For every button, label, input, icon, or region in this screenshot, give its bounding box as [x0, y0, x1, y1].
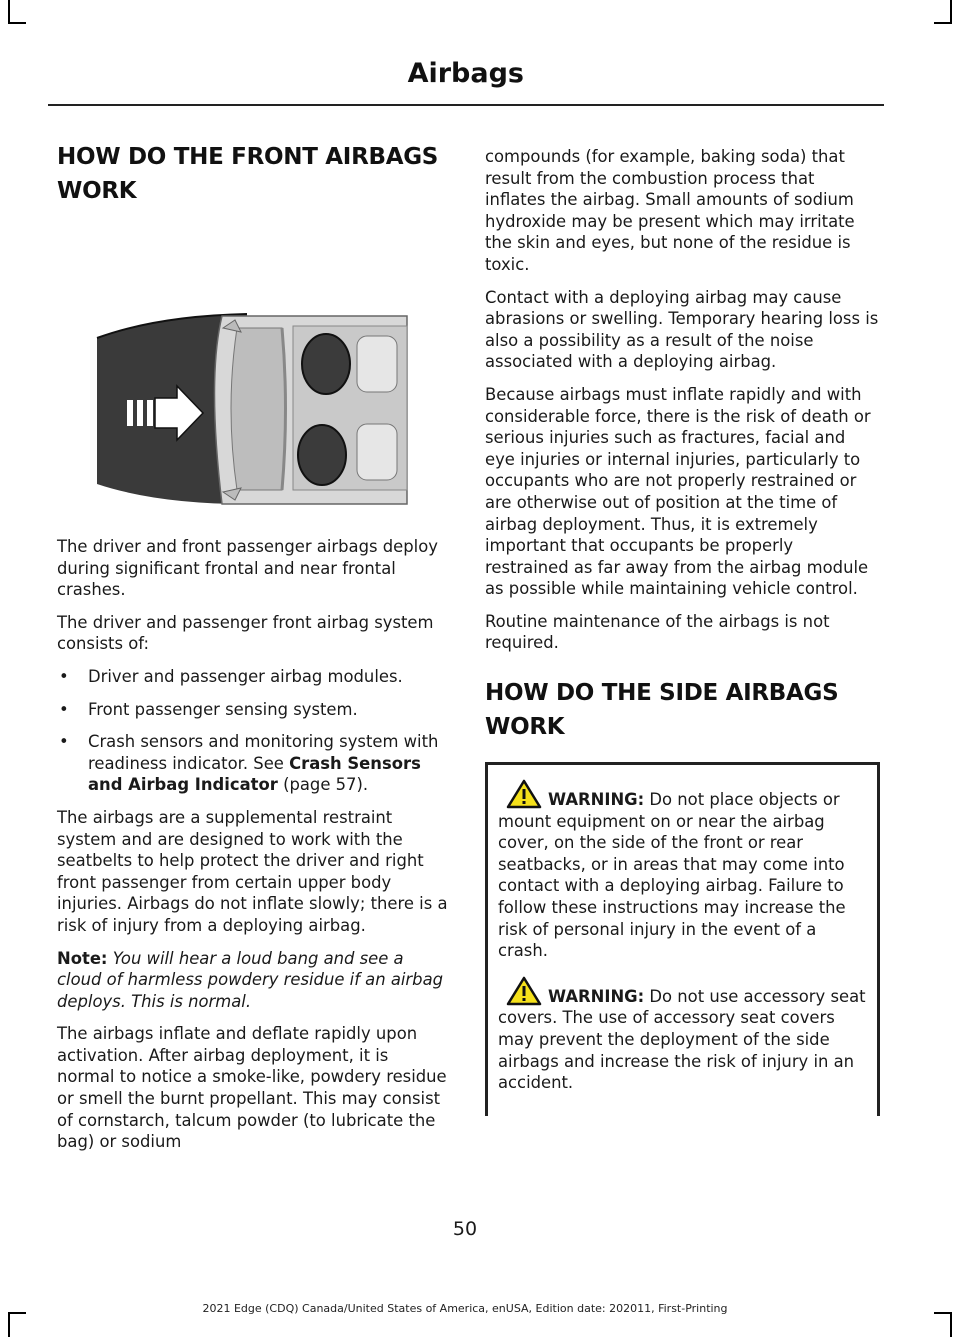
warning-box [485, 762, 880, 1116]
page-number: 50 [452, 1218, 478, 1240]
warning [498, 779, 867, 962]
crop-mark [950, 0, 952, 24]
paragraph: The driver and front passenger airbags deploy during significant frontal and near frontal crashes. [57, 537, 438, 600]
paragraph: Contact with a deploying airbag may cause abrasions or swelling. Temporary hearing loss is also a possibility as a result of the noise associated with a deploying airbag. [485, 287, 879, 372]
side-airbags-heading-line2: WORK [485, 714, 565, 741]
warning [498, 976, 867, 1094]
car-top-view-image [57, 228, 417, 518]
crop-mark [950, 1312, 952, 1337]
header-divider [48, 104, 884, 106]
footer-edition-info: 2021 Edge (CDQ) Canada/United States of America, enUSA, Edition date: 202011, First-Printing [202, 1302, 728, 1315]
side-airbags-heading [485, 676, 880, 744]
front-airbags-heading [57, 140, 450, 208]
front-airbags-heading-line2: WORK [57, 178, 137, 204]
side-airbags-heading-line1: HOW DO THE SIDE AIRBAGS [485, 680, 839, 707]
list-item: • Driver and passenger airbag modules. [57, 666, 450, 688]
warning-text: Do not use accessory seat covers. The use of accessory seat covers may prevent the deployment of the side airbags and increase the risk of injury in an accident. [498, 986, 866, 1093]
warning-text: Do not place objects or mount equipment on or near the airbag cover, on the side of the front or rear seatbacks, or in areas that may come into contact with a deploying airbag. Failure to follow these instructions may increase the risk of personal injury in the event of a crash. [498, 790, 846, 961]
right-column [485, 146, 880, 1116]
cross-reference-link[interactable]: Crash Sensors and Airbag Indicator [88, 753, 421, 795]
crop-mark [10, 22, 26, 24]
warning-label: WARNING: [548, 790, 645, 810]
note-text: You will hear a loud bang and see a cloud of harmless powdery residue if an airbag deploys. This is normal. [57, 948, 444, 1011]
crop-mark [8, 0, 10, 24]
paragraph: compounds (for example, baking soda) that result from the combustion process that inflates the airbag. Small amounts of sodium hydroxide may be present which may irritate the skin and eyes, but none of the residue is toxic. [485, 147, 855, 274]
warning-triangle-icon [506, 779, 542, 809]
front-airbag-illustration [57, 228, 417, 518]
paragraph: The airbags are a supplemental restraint system and are designed to work with the seatbelts to help protect the driver and right front passenger from certain upper body injuries. Airbags do not inflate slowly; there is a risk of injury from a deploying airbag. [57, 807, 448, 935]
note-label: Note: [57, 948, 108, 968]
list-item: • Front passenger sensing system. [57, 699, 450, 721]
list-item-text: Crash sensors and monitoring system with readiness indicator. See [88, 732, 439, 773]
front-airbags-heading-line1: HOW DO THE FRONT AIRBAGS [57, 144, 439, 170]
left-column [57, 140, 450, 1153]
page-reference: (page 57). [277, 775, 369, 795]
section-title: Airbags [407, 58, 524, 89]
warning-label: WARNING: [548, 986, 645, 1006]
warning-triangle-icon [506, 976, 542, 1006]
paragraph: The driver and passenger front airbag system consists of: [57, 612, 434, 654]
crop-mark [934, 22, 950, 24]
paragraph: Because airbags must inflate rapidly and with considerable force, there is the risk of death or serious injuries such as fractures, facial and eye injuries or internal injuries, particularly to occupants who are not properly restrained or are otherwise out of position at the time of airbag deployment. Thus, it is extremely important that occupants be properly restrained as far away from the airbag module as possible while maintaining vehicle control. [485, 384, 871, 599]
airbag-system-list [57, 666, 450, 796]
paragraph: Routine maintenance of the airbags is not required. [485, 611, 830, 653]
note [57, 948, 450, 1013]
list-item [57, 731, 450, 796]
crop-mark [934, 1312, 950, 1314]
crop-mark [8, 1312, 10, 1337]
paragraph: The airbags inflate and deflate rapidly upon activation. After airbag deployment, it is normal to notice a smoke-like, powdery residue or smell the burnt propellant. This may consist of cornstarch, talcum powder (to lubricate the bag) or sodium [57, 1024, 447, 1152]
